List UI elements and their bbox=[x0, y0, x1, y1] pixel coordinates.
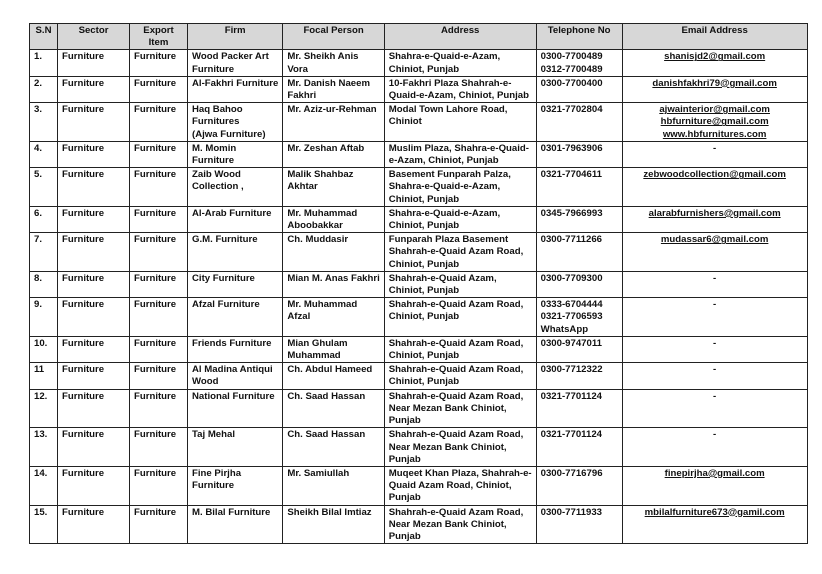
email-cell bbox=[622, 50, 807, 76]
phone-cell bbox=[536, 50, 622, 76]
email-cell bbox=[622, 141, 807, 167]
row-number-cell: 7. bbox=[30, 233, 58, 272]
phone-line: 0300-9747011 bbox=[540, 337, 602, 349]
sector-cell: Furniture bbox=[58, 233, 130, 272]
export-item-cell: Furniture bbox=[130, 336, 188, 362]
email-cell bbox=[622, 363, 807, 389]
address-line: Funparah Plaza Basement bbox=[388, 234, 509, 246]
person-line: Ch. Saad Hassan bbox=[287, 390, 366, 402]
export-item-cell: Furniture bbox=[130, 103, 188, 142]
person-cell bbox=[283, 103, 384, 142]
address-line: Muslim Plaza, Shahra-e-Quaid- bbox=[388, 142, 529, 154]
firm-cell bbox=[188, 336, 283, 362]
person-line: Mr. Danish Naeem bbox=[287, 77, 371, 89]
firm-line: Wood bbox=[192, 376, 219, 388]
person-line: Mr. Zeshan Aftab bbox=[287, 142, 365, 154]
firm-line: Furnitures bbox=[192, 116, 240, 128]
export-item-cell: Furniture bbox=[130, 428, 188, 467]
row-number-cell: 13. bbox=[30, 428, 58, 467]
firm-cell bbox=[188, 298, 283, 337]
table-row bbox=[30, 168, 808, 207]
email-cell bbox=[622, 505, 807, 544]
address-line: Quaid-e-Azam, Chiniot, Punjab bbox=[388, 90, 529, 102]
firm-cell bbox=[188, 466, 283, 505]
email-cell bbox=[622, 298, 807, 337]
person-cell bbox=[283, 298, 384, 337]
export-item-cell: Furniture bbox=[130, 76, 188, 102]
email-link[interactable]: mbilalfurniture673@gamil.com bbox=[644, 506, 785, 518]
address-line: Punjab bbox=[388, 530, 421, 542]
phone-cell bbox=[536, 389, 622, 428]
table-row bbox=[30, 206, 808, 232]
address-line: Near Mezan Bank Chiniot, bbox=[388, 518, 507, 530]
sector-cell: Furniture bbox=[58, 271, 130, 297]
firm-line: G.M. Furniture bbox=[192, 234, 258, 246]
email-cell bbox=[622, 271, 807, 297]
email-link[interactable]: zebwoodcollection@gmail.com bbox=[643, 169, 786, 181]
firm-line: Furniture bbox=[192, 480, 235, 492]
firm-line: Al-Arab Furniture bbox=[192, 207, 272, 219]
row-number-cell: 12. bbox=[30, 389, 58, 428]
phone-line: 0300-7716796 bbox=[540, 467, 603, 479]
address-cell bbox=[384, 336, 536, 362]
email-link[interactable]: finepirjha@gmail.com bbox=[664, 467, 765, 479]
email-link[interactable]: alarabfurnishers@gmail.com bbox=[648, 207, 781, 219]
email-cell bbox=[622, 336, 807, 362]
export-item-cell: Furniture bbox=[130, 505, 188, 544]
table-header bbox=[30, 24, 808, 50]
table-row bbox=[30, 103, 808, 142]
address-line: Chiniot, Punjab bbox=[388, 311, 460, 323]
address-cell bbox=[384, 50, 536, 76]
person-line: Mr. Aziz-ur-Rehman bbox=[287, 104, 377, 116]
address-line: Near Mezan Bank Chiniot, bbox=[388, 402, 507, 414]
address-line: Chiniot, Punjab bbox=[388, 285, 460, 297]
header-focal-person: Focal Person bbox=[283, 24, 384, 50]
address-line: Modal Town Lahore Road, bbox=[388, 104, 508, 116]
table-row bbox=[30, 389, 808, 428]
address-line: Chiniot, Punjab bbox=[388, 193, 460, 205]
row-number-cell: 5. bbox=[30, 168, 58, 207]
email-cell bbox=[622, 466, 807, 505]
export-item-cell: Furniture bbox=[130, 363, 188, 389]
address-line: Shahra-e-Quaid-e-Azam, bbox=[388, 51, 501, 63]
email-empty-dash: - bbox=[713, 337, 717, 349]
firm-cell bbox=[188, 271, 283, 297]
email-empty-dash: - bbox=[713, 390, 717, 402]
address-cell bbox=[384, 103, 536, 142]
firm-cell bbox=[188, 389, 283, 428]
firm-line: M. Bilal Furniture bbox=[192, 506, 271, 518]
address-line: Chiniot, Punjab bbox=[388, 220, 460, 232]
phone-cell bbox=[536, 168, 622, 207]
address-cell bbox=[384, 206, 536, 232]
export-item-cell: Furniture bbox=[130, 50, 188, 76]
phone-line: 0321-7701124 bbox=[540, 390, 602, 402]
export-item-cell: Furniture bbox=[130, 233, 188, 272]
firm-line: Haq Bahoo bbox=[192, 104, 243, 116]
phone-line: 0321-7706593 bbox=[540, 311, 603, 323]
table-row bbox=[30, 428, 808, 467]
phone-cell bbox=[536, 336, 622, 362]
row-number-cell: 1. bbox=[30, 50, 58, 76]
export-item-cell: Furniture bbox=[130, 206, 188, 232]
sector-cell: Furniture bbox=[58, 206, 130, 232]
export-item-cell: Furniture bbox=[130, 168, 188, 207]
person-line: Mr. Muhammad bbox=[287, 299, 358, 311]
address-line: Shahra-e-Quaid-e-Azam, bbox=[388, 181, 501, 193]
row-number-cell: 15. bbox=[30, 505, 58, 544]
firm-line: National Furniture bbox=[192, 390, 275, 402]
header-email: Email Address bbox=[622, 24, 807, 50]
person-cell bbox=[283, 76, 384, 102]
sector-cell: Furniture bbox=[58, 168, 130, 207]
address-line: Near Mezan Bank Chiniot, bbox=[388, 441, 507, 453]
header-firm: Firm bbox=[188, 24, 283, 50]
firm-line: Collection , bbox=[192, 181, 244, 193]
table-row bbox=[30, 50, 808, 76]
address-cell bbox=[384, 428, 536, 467]
firm-line: Zaib Wood bbox=[192, 169, 241, 181]
firm-cell bbox=[188, 76, 283, 102]
table-body bbox=[30, 50, 808, 544]
address-line: Shahrah-e-Quaid Azam Road, bbox=[388, 246, 524, 258]
firm-line: City Furniture bbox=[192, 272, 255, 284]
export-item-cell: Furniture bbox=[130, 271, 188, 297]
sector-cell: Furniture bbox=[58, 428, 130, 467]
firm-cell bbox=[188, 206, 283, 232]
firm-line: Al-Fakhri Furniture bbox=[192, 77, 279, 89]
phone-line: 0345-7966993 bbox=[540, 207, 603, 219]
export-item-cell: Furniture bbox=[130, 389, 188, 428]
address-line: Shahrah-e-Quaid Azam Road, bbox=[388, 299, 524, 311]
sector-cell: Furniture bbox=[58, 389, 130, 428]
address-line: Punjab bbox=[388, 415, 421, 427]
address-cell bbox=[384, 76, 536, 102]
person-cell bbox=[283, 206, 384, 232]
person-line: Malik Shahbaz bbox=[287, 169, 354, 181]
person-cell bbox=[283, 389, 384, 428]
firm-line: (Ajwa Furniture) bbox=[192, 128, 266, 140]
phone-cell bbox=[536, 206, 622, 232]
person-line: Mr. Samiullah bbox=[287, 467, 350, 479]
phone-cell bbox=[536, 233, 622, 272]
sector-cell: Furniture bbox=[58, 336, 130, 362]
person-line: Ch. Abdul Hameed bbox=[287, 364, 373, 376]
address-line: Chiniot bbox=[388, 116, 422, 128]
address-cell bbox=[384, 363, 536, 389]
person-cell bbox=[283, 505, 384, 544]
sector-cell: Furniture bbox=[58, 76, 130, 102]
person-cell bbox=[283, 271, 384, 297]
phone-line: 0300-7709300 bbox=[540, 272, 603, 284]
email-cell bbox=[622, 76, 807, 102]
phone-cell bbox=[536, 271, 622, 297]
person-line: Ch. Saad Hassan bbox=[287, 429, 366, 441]
person-cell bbox=[283, 428, 384, 467]
address-cell bbox=[384, 271, 536, 297]
row-number-cell: 11 bbox=[30, 363, 58, 389]
person-line: Mr. Sheikh Anis bbox=[287, 51, 359, 63]
email-cell bbox=[622, 389, 807, 428]
furniture-exporters-table bbox=[29, 23, 808, 544]
address-cell bbox=[384, 466, 536, 505]
person-line: Mian M. Anas Fakhri bbox=[287, 272, 380, 284]
email-empty-dash: - bbox=[713, 364, 717, 376]
address-line: Shahrah-e-Quaid Azam, bbox=[388, 272, 497, 284]
row-number-cell: 8. bbox=[30, 271, 58, 297]
table-row bbox=[30, 466, 808, 505]
address-line: Chiniot, Punjab bbox=[388, 63, 460, 75]
table-row bbox=[30, 336, 808, 362]
firm-cell bbox=[188, 505, 283, 544]
person-line: Mian Ghulam bbox=[287, 337, 348, 349]
address-cell bbox=[384, 168, 536, 207]
address-line: e-Azam, Chiniot, Punjab bbox=[388, 155, 499, 167]
table-row bbox=[30, 505, 808, 544]
email-link[interactable]: ajwainterior@gmail.com bbox=[659, 104, 770, 116]
address-line: Quaid Azam Road, Chiniot, bbox=[388, 480, 512, 492]
firm-line: Fine Pirjha bbox=[192, 467, 242, 479]
phone-line: 0301-7963906 bbox=[540, 142, 603, 154]
address-line: Muqeet Khan Plaza, Shahrah-e- bbox=[388, 467, 532, 479]
email-empty-dash: - bbox=[713, 272, 717, 284]
firm-cell bbox=[188, 233, 283, 272]
phone-line: 0321-7702804 bbox=[540, 104, 603, 116]
email-cell bbox=[622, 233, 807, 272]
phone-line: 0300-7700489 bbox=[540, 51, 603, 63]
person-cell bbox=[283, 466, 384, 505]
phone-line: 0312-7700489 bbox=[540, 63, 603, 75]
phone-cell bbox=[536, 505, 622, 544]
sector-cell: Furniture bbox=[58, 298, 130, 337]
firm-cell bbox=[188, 168, 283, 207]
table-row bbox=[30, 233, 808, 272]
sector-cell: Furniture bbox=[58, 103, 130, 142]
table-row bbox=[30, 298, 808, 337]
firm-line: Furniture bbox=[192, 63, 235, 75]
phone-cell bbox=[536, 466, 622, 505]
phone-line: 0333-6704444 bbox=[540, 299, 603, 311]
row-number-cell: 4. bbox=[30, 141, 58, 167]
person-line: Sheikh Bilal Imtiaz bbox=[287, 506, 372, 518]
address-cell bbox=[384, 298, 536, 337]
email-link[interactable]: hbfurniture@gmail.com bbox=[660, 116, 769, 128]
export-item-cell: Furniture bbox=[130, 298, 188, 337]
firm-cell bbox=[188, 428, 283, 467]
address-line: Punjab bbox=[388, 453, 421, 465]
sector-cell: Furniture bbox=[58, 363, 130, 389]
export-item-cell: Furniture bbox=[130, 466, 188, 505]
phone-cell bbox=[536, 76, 622, 102]
row-number-cell: 2. bbox=[30, 76, 58, 102]
address-line: Shahrah-e-Quaid Azam Road, bbox=[388, 364, 524, 376]
firm-line: Wood Packer Art bbox=[192, 51, 269, 63]
address-line: Basement Funparah Palza, bbox=[388, 169, 511, 181]
firm-line: Afzal Furniture bbox=[192, 299, 260, 311]
email-empty-dash: - bbox=[713, 429, 717, 441]
address-cell bbox=[384, 505, 536, 544]
firm-line: M. Momin bbox=[192, 142, 237, 154]
firm-line: Al Madina Antiqui bbox=[192, 364, 273, 376]
header-telephone: Telephone No bbox=[536, 24, 622, 50]
person-line: Aboobakkar bbox=[287, 220, 343, 232]
header-row bbox=[30, 24, 808, 50]
row-number-cell: 9. bbox=[30, 298, 58, 337]
row-number-cell: 6. bbox=[30, 206, 58, 232]
address-line: Shahrah-e-Quaid Azam Road, bbox=[388, 506, 524, 518]
sector-cell: Furniture bbox=[58, 505, 130, 544]
address-cell bbox=[384, 389, 536, 428]
firm-line: Friends Furniture bbox=[192, 337, 272, 349]
phone-cell bbox=[536, 141, 622, 167]
person-line: Afzal bbox=[287, 311, 311, 323]
person-line: Ch. Muddasir bbox=[287, 234, 349, 246]
person-cell bbox=[283, 141, 384, 167]
address-line: Shahrah-e-Quaid Azam Road, bbox=[388, 429, 524, 441]
address-cell bbox=[384, 233, 536, 272]
address-line: Shahrah-e-Quaid Azam Road, bbox=[388, 390, 524, 402]
phone-line: 0300-7712322 bbox=[540, 364, 603, 376]
person-line: Akhtar bbox=[287, 181, 318, 193]
phone-line: 0300-7711933 bbox=[540, 506, 602, 518]
table-row bbox=[30, 141, 808, 167]
email-link[interactable]: shanisjd2@gmail.com bbox=[664, 51, 766, 63]
phone-line: 0321-7704611 bbox=[540, 169, 602, 181]
firm-cell bbox=[188, 50, 283, 76]
header-address: Address bbox=[384, 24, 536, 50]
sector-cell: Furniture bbox=[58, 50, 130, 76]
person-line: Vora bbox=[287, 63, 308, 75]
table-row bbox=[30, 76, 808, 102]
sector-cell: Furniture bbox=[58, 141, 130, 167]
header-sn: S.N bbox=[30, 24, 58, 50]
address-cell bbox=[384, 141, 536, 167]
address-line: Shahrah-e-Quaid Azam Road, bbox=[388, 337, 524, 349]
address-line: Punjab bbox=[388, 492, 421, 504]
email-link[interactable]: danishfakhri79@gmail.com bbox=[652, 77, 777, 89]
email-empty-dash: - bbox=[713, 142, 717, 154]
person-line: Muhammad bbox=[287, 350, 341, 362]
phone-line: WhatsApp bbox=[540, 323, 589, 335]
phone-cell bbox=[536, 363, 622, 389]
export-item-cell: Furniture bbox=[130, 141, 188, 167]
firm-cell bbox=[188, 103, 283, 142]
address-line: Chiniot, Punjab bbox=[388, 350, 460, 362]
email-cell bbox=[622, 103, 807, 142]
row-number-cell: 14. bbox=[30, 466, 58, 505]
firm-cell bbox=[188, 141, 283, 167]
phone-line: 0300-7700400 bbox=[540, 77, 603, 89]
person-cell bbox=[283, 168, 384, 207]
table-row bbox=[30, 363, 808, 389]
phone-cell bbox=[536, 103, 622, 142]
phone-cell bbox=[536, 428, 622, 467]
address-line: Shahra-e-Quaid-e-Azam, bbox=[388, 207, 501, 219]
header-sector: Sector bbox=[58, 24, 130, 50]
person-line: Mr. Muhammad bbox=[287, 207, 358, 219]
email-link[interactable]: www.hbfurnitures.com bbox=[662, 128, 767, 140]
person-cell bbox=[283, 233, 384, 272]
address-line: 10-Fakhri Plaza Shahrah-e- bbox=[388, 77, 512, 89]
header-export-item: Export Item bbox=[130, 24, 188, 50]
phone-line: 0321-7701124 bbox=[540, 429, 602, 441]
address-line: Chiniot, Punjab bbox=[388, 376, 460, 388]
email-empty-dash: - bbox=[713, 299, 717, 311]
firm-line: Taj Mehal bbox=[192, 429, 236, 441]
address-line: Chiniot, Punjab bbox=[388, 258, 460, 270]
row-number-cell: 10. bbox=[30, 336, 58, 362]
email-cell bbox=[622, 206, 807, 232]
email-cell bbox=[622, 168, 807, 207]
email-link[interactable]: mudassar6@gmail.com bbox=[660, 234, 769, 246]
table-row bbox=[30, 271, 808, 297]
phone-line: 0300-7711266 bbox=[540, 234, 602, 246]
person-cell bbox=[283, 50, 384, 76]
firm-cell bbox=[188, 363, 283, 389]
sector-cell: Furniture bbox=[58, 466, 130, 505]
person-line: Fakhri bbox=[287, 90, 317, 102]
row-number-cell: 3. bbox=[30, 103, 58, 142]
person-cell bbox=[283, 363, 384, 389]
person-cell bbox=[283, 336, 384, 362]
phone-cell bbox=[536, 298, 622, 337]
firm-line: Furniture bbox=[192, 155, 235, 167]
email-cell bbox=[622, 428, 807, 467]
